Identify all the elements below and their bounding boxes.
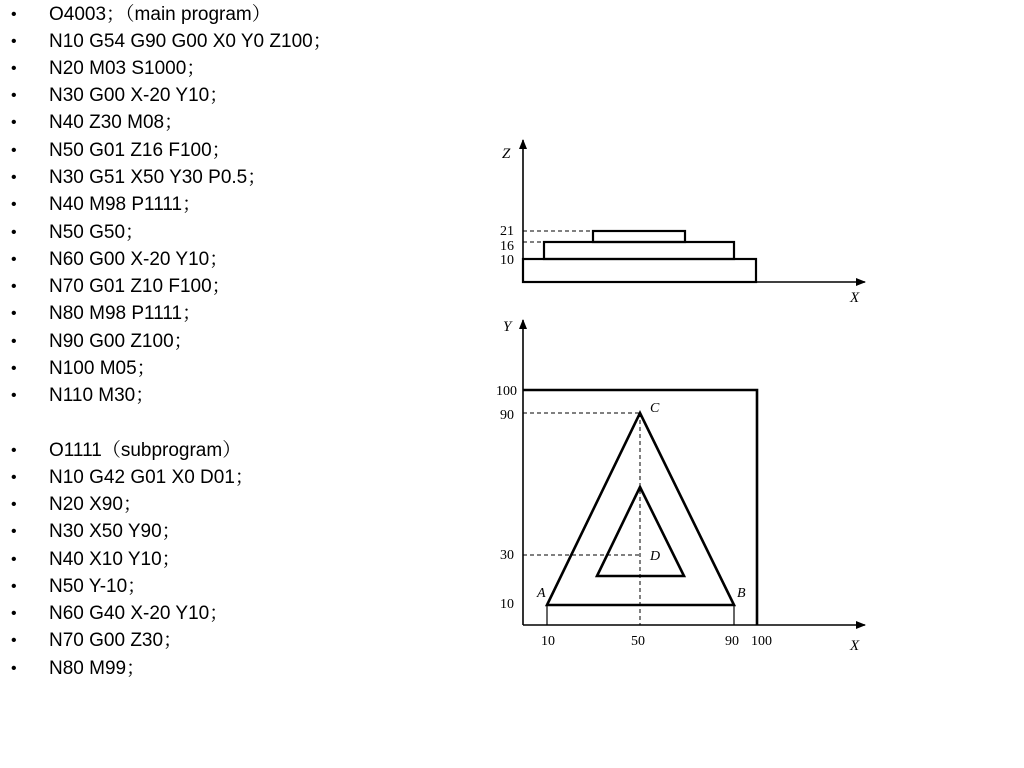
point-c-label: C xyxy=(650,401,660,416)
point-b-label: B xyxy=(737,586,746,601)
top-layer xyxy=(593,231,685,242)
x-tick-90: 90 xyxy=(725,634,739,649)
y-tick-30: 30 xyxy=(500,548,514,563)
y-axis-label: Y xyxy=(503,319,512,335)
tick-label-10: 10 xyxy=(500,253,514,268)
z-axis-label: Z xyxy=(502,146,511,162)
x-tick-50: 50 xyxy=(631,634,645,649)
tick-label-21: 21 xyxy=(500,224,514,239)
y-tick-90: 90 xyxy=(500,408,514,423)
x-axis-label: X xyxy=(850,290,860,306)
tick-label-16: 16 xyxy=(500,239,514,254)
x-tick-100: 100 xyxy=(751,634,772,649)
base-layer xyxy=(523,259,756,282)
middle-layer xyxy=(544,242,734,259)
point-a-label: A xyxy=(537,586,546,601)
x-axis-label: X xyxy=(850,638,860,654)
side-view xyxy=(500,140,865,306)
y-tick-10: 10 xyxy=(500,597,514,612)
x-tick-10: 10 xyxy=(541,634,555,649)
point-d-label: D xyxy=(650,549,661,564)
top-view xyxy=(496,319,865,654)
y-tick-100: 100 xyxy=(496,384,517,399)
